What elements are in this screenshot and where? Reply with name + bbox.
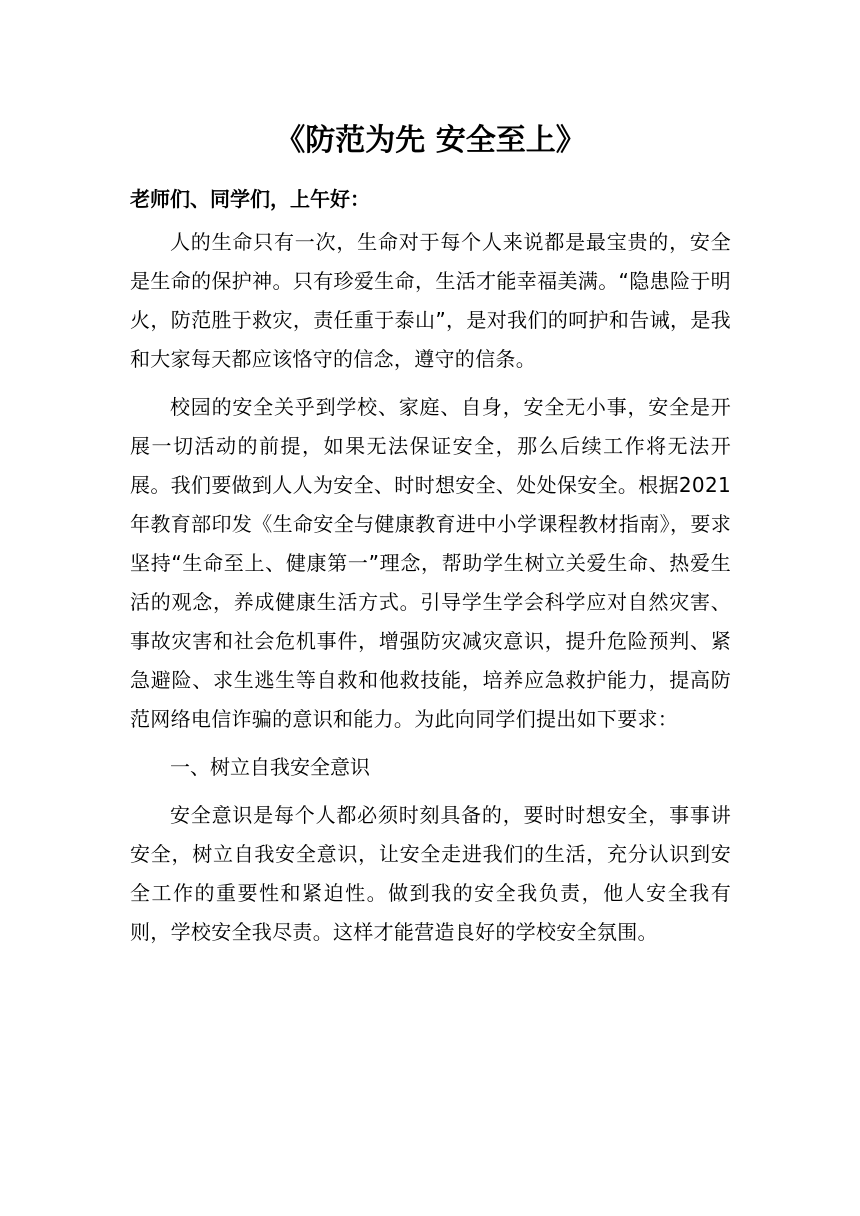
greeting: 老师们、同学们，上午好： xyxy=(130,187,370,211)
paragraph-campus-safety: 校园的安全关乎到学校、家庭、自身，安全无小事，安全是开展一切活动的前提，如果无法保证安全，那么后续工作将无法开展。我们要做到人人为安全、时时想安全、处处保安全。根据2021年教育部印发《生命安全与健康教育进中小学课程教材指南》，要求坚持“生命至上、健康第一”理念，帮助学生树立关爱生命、热爱生活的观念，养成健康生活方式。引导学生学会科学应对自然灾害、事故灾害和社会危机事件，增强防灾减灾意识，提升危险预判、紧急避险、求生逃生等自救和他救技能，培养应急救护能力，提高防范网络电信诈骗的意识和能力。为此向同学们提出如下要求： xyxy=(130,395,731,731)
document-page xyxy=(130,118,731,952)
section-heading: 一、树立自我安全意识 xyxy=(170,755,370,779)
paragraph-safety-awareness: 安全意识是每个人都必须时刻具备的，要时时想安全，事事讲安全，树立自我安全意识，让安全走进我们的生活，充分认识到安全工作的重要性和紧迫性。做到我的安全我负责，他人安全我有则，学校安全我尽责。这样才能营造良好的学校安全氛围。 xyxy=(130,803,731,944)
paragraph-intro: 人的生命只有一次，生命对于每个人来说都是最宝贵的，安全是生命的保护神。只有珍爱生命，生活才能幸福美满。“隐患险于明火，防范胜于救灾，责任重于泰山”，是对我们的呵护和告诫，是我和大家每天都应该恪守的信念，遵守的信条。 xyxy=(130,230,731,371)
body-text xyxy=(130,223,731,952)
document-title: 《防范为先 安全至上》 xyxy=(275,123,586,158)
